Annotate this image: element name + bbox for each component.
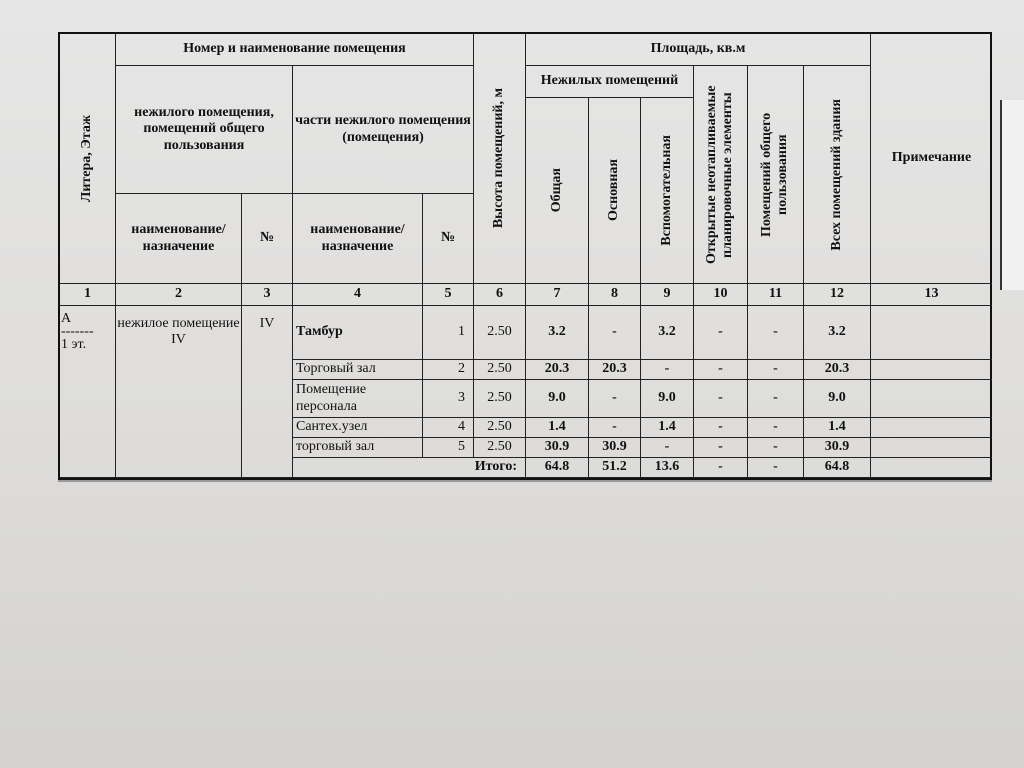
itogo-open: - [694,458,748,478]
room-name-cell: нежилое помещение IV [116,306,242,478]
note-cell [871,458,992,478]
area-all: 3.2 [804,306,871,360]
col-number: 2 [116,284,242,306]
part-name: торговый зал [293,438,423,458]
area-total: 20.3 [526,360,589,380]
header-obshaya: Общая [526,98,589,284]
itogo-label: Итого: [293,458,526,478]
litera-cell [60,306,116,478]
floor-value: 1 эт. [61,337,87,353]
area-open: - [694,438,748,458]
header-chasti: части нежилого помещения (помещения) [293,66,474,194]
litera-divider: ------- [61,324,94,340]
part-number: 1 [423,306,474,360]
area-aux: 3.2 [641,306,694,360]
area-total: 3.2 [526,306,589,360]
header-num1: № [242,194,293,284]
itogo-all: 64.8 [804,458,871,478]
header-primechanie: Примечание [871,34,992,284]
col-number: 8 [589,284,641,306]
area-open: - [694,380,748,418]
area-all: 1.4 [804,418,871,438]
adjacent-page-edge [1000,100,1024,290]
table-shadow-line [58,480,992,482]
area-total: 1.4 [526,418,589,438]
area-aux: 9.0 [641,380,694,418]
area-common: - [748,360,804,380]
itogo-aux: 13.6 [641,458,694,478]
col-number: 13 [871,284,992,306]
part-name: Тамбур [293,306,423,360]
area-common: - [748,418,804,438]
part-number: 4 [423,418,474,438]
note-cell [871,306,992,360]
part-number: 3 [423,380,474,418]
col-number: 12 [804,284,871,306]
part-number: 2 [423,360,474,380]
col-number: 5 [423,284,474,306]
area-all: 20.3 [804,360,871,380]
height-value: 2.50 [474,418,526,438]
area-all: 9.0 [804,380,871,418]
height-value: 2.50 [474,438,526,458]
note-cell [871,438,992,458]
litera-value: А [61,311,72,326]
col-number: 10 [694,284,748,306]
area-aux: - [641,360,694,380]
part-name: Помещение персонала [293,380,423,418]
header-otkrytye: Открытые неотапливаемые планировочные элементы [694,66,748,284]
header-obshego: Помещений общего пользования [748,66,804,284]
area-total: 30.9 [526,438,589,458]
area-aux: - [641,438,694,458]
header-osnovnaya: Основная [589,98,641,284]
header-vspom: Вспомогательная [641,98,694,284]
header-litera: Литера, Этаж [60,34,116,284]
col-number: 6 [474,284,526,306]
header-naim1: наименование/ назначение [116,194,242,284]
note-cell [871,380,992,418]
rooms-table [58,32,992,480]
col-number: 9 [641,284,694,306]
area-open: - [694,418,748,438]
itogo-total: 64.8 [526,458,589,478]
note-cell [871,360,992,380]
area-main: - [589,306,641,360]
area-main: 20.3 [589,360,641,380]
part-name: Торговый зал [293,360,423,380]
area-main: - [589,380,641,418]
part-number: 5 [423,438,474,458]
room-number-cell: IV [242,306,293,478]
area-all: 30.9 [804,438,871,458]
header-vseh: Всех помещений здания [804,66,871,284]
col-number: 1 [60,284,116,306]
height-value: 2.50 [474,360,526,380]
header-num2: № [423,194,474,284]
itogo-main: 51.2 [589,458,641,478]
height-value: 2.50 [474,306,526,360]
header-vysota: Высота помещений, м [474,34,526,284]
height-value: 2.50 [474,380,526,418]
area-common: - [748,380,804,418]
area-aux: 1.4 [641,418,694,438]
area-open: - [694,360,748,380]
itogo-common: - [748,458,804,478]
part-name: Сантех.узел [293,418,423,438]
area-main: - [589,418,641,438]
note-cell [871,418,992,438]
header-nomer: Номер и наименование помещения [116,34,474,66]
col-number: 7 [526,284,589,306]
area-total: 9.0 [526,380,589,418]
col-number: 4 [293,284,423,306]
area-common: - [748,438,804,458]
header-naim2: наименование/ назначение [293,194,423,284]
area-common: - [748,306,804,360]
col-number: 11 [748,284,804,306]
col-number: 3 [242,284,293,306]
header-nezhiloe: нежилого помещения, помещений общего пользования [116,66,293,194]
area-open: - [694,306,748,360]
area-main: 30.9 [589,438,641,458]
header-ploshad: Площадь, кв.м [526,34,871,66]
header-nezhilyh: Нежилых помещений [526,66,694,98]
